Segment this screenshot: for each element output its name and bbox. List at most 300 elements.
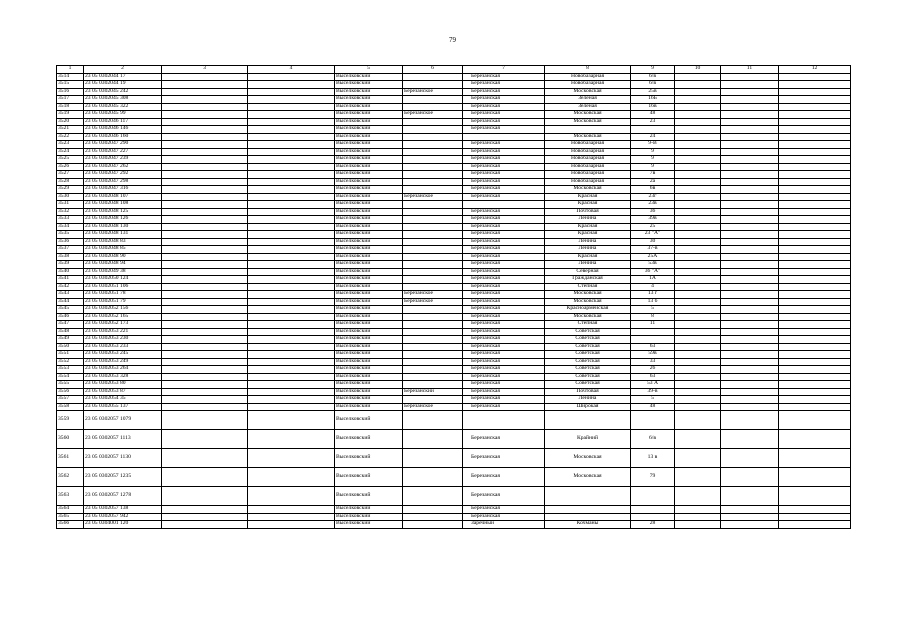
- table-cell-col4: [248, 118, 335, 126]
- table-cell-col2: 23 05 0302046 160: [84, 133, 162, 141]
- table-cell-col11: [721, 253, 779, 261]
- table-cell-col2: 23 05 0302054 35: [84, 396, 162, 404]
- table-cell-col5: Выселковский: [335, 81, 403, 89]
- table-cell-col7: Березанская: [463, 186, 545, 194]
- table-cell-col7: Березанская: [463, 358, 545, 366]
- table-cell-col12: [779, 126, 851, 134]
- table-cell-col1: 3561: [57, 449, 84, 468]
- table-cell-col2: 23 05 0302044 17: [84, 73, 162, 81]
- table-cell-col9: 6/в: [631, 73, 675, 81]
- table-cell-col7: Березанская: [463, 487, 545, 506]
- table-cell-col7: Березанская: [463, 373, 545, 381]
- table-row: [57, 208, 851, 216]
- table-cell-col6: [403, 513, 463, 521]
- table-cell-col5: Выселковский: [335, 276, 403, 284]
- table-cell-col1: 3562: [57, 468, 84, 487]
- table-cell-col8: Советская: [545, 336, 631, 344]
- table-cell-col6: [403, 276, 463, 284]
- table-cell-col7: Березанская: [463, 148, 545, 156]
- table-cell-col9: 36 "А": [631, 268, 675, 276]
- table-cell-col5: Выселковский: [335, 306, 403, 314]
- table-cell-col9: 63: [631, 373, 675, 381]
- table-cell-col12: [779, 336, 851, 344]
- table-cell-col5: Выселковский: [335, 449, 403, 468]
- table-cell-col7: Березанская: [463, 253, 545, 261]
- table-cell-col9: 9: [631, 156, 675, 164]
- table-cell-col1: 3545: [57, 306, 84, 314]
- table-cell-col1: 3546: [57, 313, 84, 321]
- table-cell-col7: Березанская: [463, 396, 545, 404]
- table-cell-col2: 23 05 0302048 107: [84, 193, 162, 201]
- table-cell-col12: [779, 388, 851, 396]
- table-cell-col7: Березанская: [463, 351, 545, 359]
- table-cell-col5: Выселковский: [335, 231, 403, 239]
- table-cell-col6: [403, 411, 463, 430]
- table-cell-col4: [248, 141, 335, 149]
- table-cell-col5: Выселковский: [335, 358, 403, 366]
- table-cell-col2: 23 05 0302052 156: [84, 306, 162, 314]
- table-cell-col7: Березанская: [463, 118, 545, 126]
- table-cell-col11: [721, 388, 779, 396]
- column-header-9: 9: [631, 66, 675, 74]
- table-cell-col1: 3539: [57, 261, 84, 269]
- table-cell-col5: Выселковский: [335, 313, 403, 321]
- table-cell-col3: [162, 521, 248, 529]
- table-cell-col8: Степная: [545, 321, 631, 329]
- table-cell-col12: [779, 366, 851, 374]
- table-cell-col7: Березанская: [463, 306, 545, 314]
- table-cell-col11: [721, 163, 779, 171]
- table-cell-col7: Березанская: [463, 343, 545, 351]
- table-cell-col2: 23 05 0302053 249: [84, 358, 162, 366]
- table-cell-col2: 23 05 0302047 239: [84, 156, 162, 164]
- table-cell-col2: 23 05 0302048 125: [84, 208, 162, 216]
- table-row: [57, 306, 851, 314]
- table-cell-col4: [248, 133, 335, 141]
- table-cell-col7: Березанская: [463, 328, 545, 336]
- table-cell-col1: 3547: [57, 321, 84, 329]
- table-cell-col10: [675, 468, 721, 487]
- table-row: [57, 238, 851, 246]
- table-cell-col4: [248, 171, 335, 179]
- table-cell-col10: [675, 430, 721, 449]
- table-cell-col9: 13 г: [631, 291, 675, 299]
- table-cell-col10: [675, 487, 721, 506]
- table-cell-col6: [403, 268, 463, 276]
- table-cell-col3: [162, 468, 248, 487]
- table-cell-col4: [248, 253, 335, 261]
- table-cell-col10: [675, 268, 721, 276]
- table-row: [57, 343, 851, 351]
- table-row: [57, 126, 851, 134]
- table-cell-col7: Березанская: [463, 246, 545, 254]
- table-cell-col1: 3541: [57, 276, 84, 284]
- table-cell-col1: 3515: [57, 81, 84, 89]
- table-header: [57, 66, 851, 74]
- table-cell-col6: [403, 521, 463, 529]
- table-cell-col8: Красная: [545, 193, 631, 201]
- table-cell-col1: 3548: [57, 328, 84, 336]
- table-row: [57, 358, 851, 366]
- table-cell-col8: Московская: [545, 468, 631, 487]
- table-row: [57, 253, 851, 261]
- table-cell-col4: [248, 321, 335, 329]
- table-cell-col10: [675, 283, 721, 291]
- table-cell-col11: [721, 73, 779, 81]
- table-cell-col2: 23 05 0302055 137: [84, 403, 162, 411]
- table-cell-col9: 9-В: [631, 141, 675, 149]
- table-cell-col9: 25: [631, 223, 675, 231]
- table-cell-col1: 3533: [57, 216, 84, 224]
- table-cell-col3: [162, 396, 248, 404]
- table-row: [57, 313, 851, 321]
- table-cell-col10: [675, 163, 721, 171]
- table-cell-col9: 2а: [631, 178, 675, 186]
- table-cell-col6: [403, 261, 463, 269]
- table-cell-col11: [721, 156, 779, 164]
- table-cell-col10: [675, 351, 721, 359]
- table-cell-col5: Выселковский: [335, 246, 403, 254]
- table-cell-col4: [248, 231, 335, 239]
- table-cell-col8: Ленина: [545, 246, 631, 254]
- table-cell-col12: [779, 373, 851, 381]
- table-cell-col7: Березанская: [463, 381, 545, 389]
- table-cell-col11: [721, 283, 779, 291]
- table-cell-col3: [162, 246, 248, 254]
- table-cell-col7: Березанская: [463, 178, 545, 186]
- table-cell-col3: [162, 148, 248, 156]
- table-cell-col3: [162, 201, 248, 209]
- table-cell-col3: [162, 268, 248, 276]
- table-cell-col3: [162, 336, 248, 344]
- table-cell-col4: [248, 396, 335, 404]
- table-cell-col6: [403, 358, 463, 366]
- table-cell-col5: Выселковский: [335, 186, 403, 194]
- table-cell-col6: Березанское: [403, 193, 463, 201]
- table-row: [57, 388, 851, 396]
- table-cell-col10: [675, 171, 721, 179]
- table-cell-col8: [545, 513, 631, 521]
- table-cell-col11: [721, 118, 779, 126]
- table-cell-col1: 3525: [57, 156, 84, 164]
- table-cell-col9: 5: [631, 396, 675, 404]
- table-cell-col12: [779, 449, 851, 468]
- table-cell-col1: 3556: [57, 388, 84, 396]
- table-cell-col12: [779, 381, 851, 389]
- table-row: [57, 193, 851, 201]
- table-cell-col9: 23 "А": [631, 231, 675, 239]
- table-cell-col9: 26: [631, 366, 675, 374]
- table-cell-col7: Березанская: [463, 88, 545, 96]
- table-cell-col6: [403, 468, 463, 487]
- table-cell-col5: Выселковский: [335, 366, 403, 374]
- table-cell-col11: [721, 276, 779, 284]
- table-cell-col12: [779, 306, 851, 314]
- table-cell-col9: 36: [631, 208, 675, 216]
- table-cell-col5: Выселковский: [335, 468, 403, 487]
- table-cell-col3: [162, 238, 248, 246]
- table-cell-col4: [248, 328, 335, 336]
- table-cell-col9: [631, 506, 675, 514]
- table-cell-col2: 23 05 0302052 173: [84, 321, 162, 329]
- table-cell-col3: [162, 276, 248, 284]
- table-cell-col6: [403, 73, 463, 81]
- table-row: [57, 96, 851, 104]
- table-cell-col2: 23 05 0302053 264: [84, 366, 162, 374]
- table-cell-col11: [721, 223, 779, 231]
- table-cell-col1: 3532: [57, 208, 84, 216]
- table-cell-col10: [675, 313, 721, 321]
- table-cell-col4: [248, 178, 335, 186]
- table-cell-col6: [403, 96, 463, 104]
- table-row: [57, 163, 851, 171]
- table-cell-col4: [248, 126, 335, 134]
- table-cell-col1: 3526: [57, 163, 84, 171]
- table-cell-col1: 3523: [57, 141, 84, 149]
- table-row: [57, 321, 851, 329]
- table-cell-col4: [248, 73, 335, 81]
- table-cell-col8: Красная: [545, 201, 631, 209]
- table-cell-col6: [403, 186, 463, 194]
- table-cell-col3: [162, 216, 248, 224]
- table-cell-col3: [162, 298, 248, 306]
- table-cell-col5: Выселковский: [335, 411, 403, 430]
- table-cell-col9: 24: [631, 133, 675, 141]
- table-cell-col7: Заречный: [463, 521, 545, 529]
- table-cell-col10: [675, 403, 721, 411]
- table-cell-col6: [403, 141, 463, 149]
- table-cell-col12: [779, 351, 851, 359]
- table-row: [57, 246, 851, 254]
- table-cell-col8: Московская: [545, 291, 631, 299]
- table-cell-col3: [162, 411, 248, 430]
- table-cell-col2: 23 05 0302057 942: [84, 513, 162, 521]
- table-cell-col2: 23 05 0302049 38: [84, 268, 162, 276]
- table-cell-col10: [675, 178, 721, 186]
- table-cell-col2: 23 05 0302057 138: [84, 506, 162, 514]
- table-cell-col8: Советская: [545, 328, 631, 336]
- table-cell-col2: 23 05 0302047 298: [84, 178, 162, 186]
- table-cell-col2: 23 05 0302044 19: [84, 81, 162, 89]
- register-table: [56, 65, 851, 529]
- table-cell-col10: [675, 411, 721, 430]
- table-cell-col6: [403, 223, 463, 231]
- table-cell-col6: [403, 231, 463, 239]
- table-cell-col6: [403, 396, 463, 404]
- table-cell-col10: [675, 396, 721, 404]
- table-cell-col5: Выселковский: [335, 238, 403, 246]
- table-cell-col5: Выселковский: [335, 381, 403, 389]
- table-cell-col9: 37-в: [631, 246, 675, 254]
- column-header-4: 4: [248, 66, 335, 74]
- table-cell-col10: [675, 306, 721, 314]
- table-cell-col3: [162, 88, 248, 96]
- column-header-2: 2: [84, 66, 162, 74]
- table-cell-col8: Ленина: [545, 216, 631, 224]
- table-cell-col1: 3549: [57, 336, 84, 344]
- table-cell-col5: Выселковский: [335, 261, 403, 269]
- table-cell-col8: [545, 506, 631, 514]
- table-cell-col8: Московская: [545, 186, 631, 194]
- table-cell-col3: [162, 358, 248, 366]
- table-cell-col2: 23 05 0302045 322: [84, 103, 162, 111]
- table-cell-col3: [162, 388, 248, 396]
- table-cell-col7: Березанская: [463, 276, 545, 284]
- table-cell-col3: [162, 103, 248, 111]
- table-cell-col9: 6в: [631, 186, 675, 194]
- table-cell-col2: 23 05 0302048 130: [84, 223, 162, 231]
- table-cell-col4: [248, 381, 335, 389]
- table-cell-col11: [721, 126, 779, 134]
- table-cell-col3: [162, 231, 248, 239]
- table-cell-col2: 23 05 0304001 120: [84, 521, 162, 529]
- table-cell-col10: [675, 148, 721, 156]
- table-cell-col12: [779, 521, 851, 529]
- table-cell-col5: Выселковский: [335, 298, 403, 306]
- table-cell-col6: [403, 81, 463, 89]
- table-cell-col4: [248, 366, 335, 374]
- table-cell-col6: [403, 283, 463, 291]
- table-cell-col8: Красная: [545, 223, 631, 231]
- table-cell-col8: Московская: [545, 449, 631, 468]
- table-cell-col7: Березанская: [463, 163, 545, 171]
- table-cell-col12: [779, 231, 851, 239]
- table-cell-col5: Выселковский: [335, 506, 403, 514]
- table-cell-col8: Широкая: [545, 403, 631, 411]
- table-cell-col11: [721, 216, 779, 224]
- table-cell-col10: [675, 321, 721, 329]
- table-cell-col2: 23 05 0302053 221: [84, 328, 162, 336]
- table-cell-col10: [675, 253, 721, 261]
- table-cell-col11: [721, 468, 779, 487]
- table-cell-col8: Новобазарная: [545, 163, 631, 171]
- table-row: [57, 133, 851, 141]
- table-cell-col11: [721, 186, 779, 194]
- table-cell-col7: Березанская: [463, 388, 545, 396]
- table-cell-col8: [545, 487, 631, 506]
- table-cell-col3: [162, 223, 248, 231]
- table-cell-col3: [162, 163, 248, 171]
- table-row: [57, 276, 851, 284]
- table-cell-col3: [162, 513, 248, 521]
- table-cell-col5: Выселковский: [335, 96, 403, 104]
- table-cell-col6: [403, 253, 463, 261]
- header-row: [57, 66, 851, 74]
- table-cell-col8: Московская: [545, 313, 631, 321]
- table-cell-col1: 3524: [57, 148, 84, 156]
- table-cell-col9: 6/в: [631, 81, 675, 89]
- table-cell-col10: [675, 291, 721, 299]
- table-cell-col12: [779, 201, 851, 209]
- table-cell-col10: [675, 276, 721, 284]
- table-cell-col9: 9: [631, 148, 675, 156]
- table-cell-col4: [248, 88, 335, 96]
- table-cell-col4: [248, 373, 335, 381]
- table-cell-col8: Советская: [545, 366, 631, 374]
- table-cell-col12: [779, 208, 851, 216]
- table-cell-col1: 3516: [57, 88, 84, 96]
- table-cell-col11: [721, 521, 779, 529]
- table-cell-col10: [675, 328, 721, 336]
- table-cell-col12: [779, 156, 851, 164]
- table-cell-col1: 3527: [57, 171, 84, 179]
- table-cell-col5: Выселковский: [335, 268, 403, 276]
- table-cell-col10: [675, 449, 721, 468]
- table-cell-col6: [403, 321, 463, 329]
- table-row: [57, 403, 851, 411]
- table-cell-col4: [248, 283, 335, 291]
- table-cell-col2: 23 05 0302051 106: [84, 283, 162, 291]
- table-cell-col5: Выселковский: [335, 163, 403, 171]
- table-cell-col11: [721, 513, 779, 521]
- table-cell-col2: 23 05 0302057 1235: [84, 468, 162, 487]
- table-cell-col12: [779, 298, 851, 306]
- table-cell-col9: [631, 328, 675, 336]
- table-cell-col3: [162, 261, 248, 269]
- table-cell-col12: [779, 506, 851, 514]
- table-cell-col7: Березанская: [463, 366, 545, 374]
- table-cell-col6: [403, 163, 463, 171]
- table-cell-col3: [162, 366, 248, 374]
- table-cell-col12: [779, 148, 851, 156]
- table-cell-col1: 3517: [57, 96, 84, 104]
- table-cell-col6: [403, 148, 463, 156]
- table-cell-col10: [675, 238, 721, 246]
- table-cell-col12: [779, 261, 851, 269]
- column-header-10: 10: [675, 66, 721, 74]
- table-cell-col2: 23 05 0302046 117: [84, 118, 162, 126]
- table-cell-col6: [403, 328, 463, 336]
- table-cell-col1: 3566: [57, 521, 84, 529]
- table-cell-col2: 23 05 0302046 146: [84, 126, 162, 134]
- table-cell-col4: [248, 351, 335, 359]
- table-cell-col6: Березанский: [403, 388, 463, 396]
- table-cell-col1: 3553: [57, 366, 84, 374]
- table-cell-col11: [721, 111, 779, 119]
- table-cell-col8: Зеленая: [545, 96, 631, 104]
- table-cell-col12: [779, 238, 851, 246]
- table-cell-col7: Березанская: [463, 171, 545, 179]
- table-cell-col5: Выселковский: [335, 111, 403, 119]
- table-cell-col6: [403, 351, 463, 359]
- table-cell-col6: [403, 126, 463, 134]
- table-cell-col5: Выселковский: [335, 521, 403, 529]
- table-cell-col12: [779, 216, 851, 224]
- table-cell-col2: 23 05 0302052 165: [84, 313, 162, 321]
- table-cell-col8: Ленина: [545, 238, 631, 246]
- table-cell-col4: [248, 103, 335, 111]
- table-cell-col8: Кочманы: [545, 521, 631, 529]
- table-cell-col8: Новобазарная: [545, 141, 631, 149]
- table-cell-col3: [162, 156, 248, 164]
- table-cell-col11: [721, 148, 779, 156]
- table-cell-col8: Московская: [545, 298, 631, 306]
- table-cell-col7: Березанская: [463, 261, 545, 269]
- table-cell-col4: [248, 468, 335, 487]
- table-cell-col12: [779, 73, 851, 81]
- table-cell-col8: Северная: [545, 268, 631, 276]
- table-cell-col9: 39-в: [631, 388, 675, 396]
- table-cell-col12: [779, 358, 851, 366]
- table-cell-col1: 3514: [57, 73, 84, 81]
- table-row: [57, 171, 851, 179]
- table-cell-col12: [779, 487, 851, 506]
- table-cell-col9: 7в: [631, 171, 675, 179]
- table-row: [57, 156, 851, 164]
- table-cell-col6: [403, 118, 463, 126]
- table-cell-col1: 3559: [57, 411, 84, 430]
- table-cell-col7: Березанская: [463, 238, 545, 246]
